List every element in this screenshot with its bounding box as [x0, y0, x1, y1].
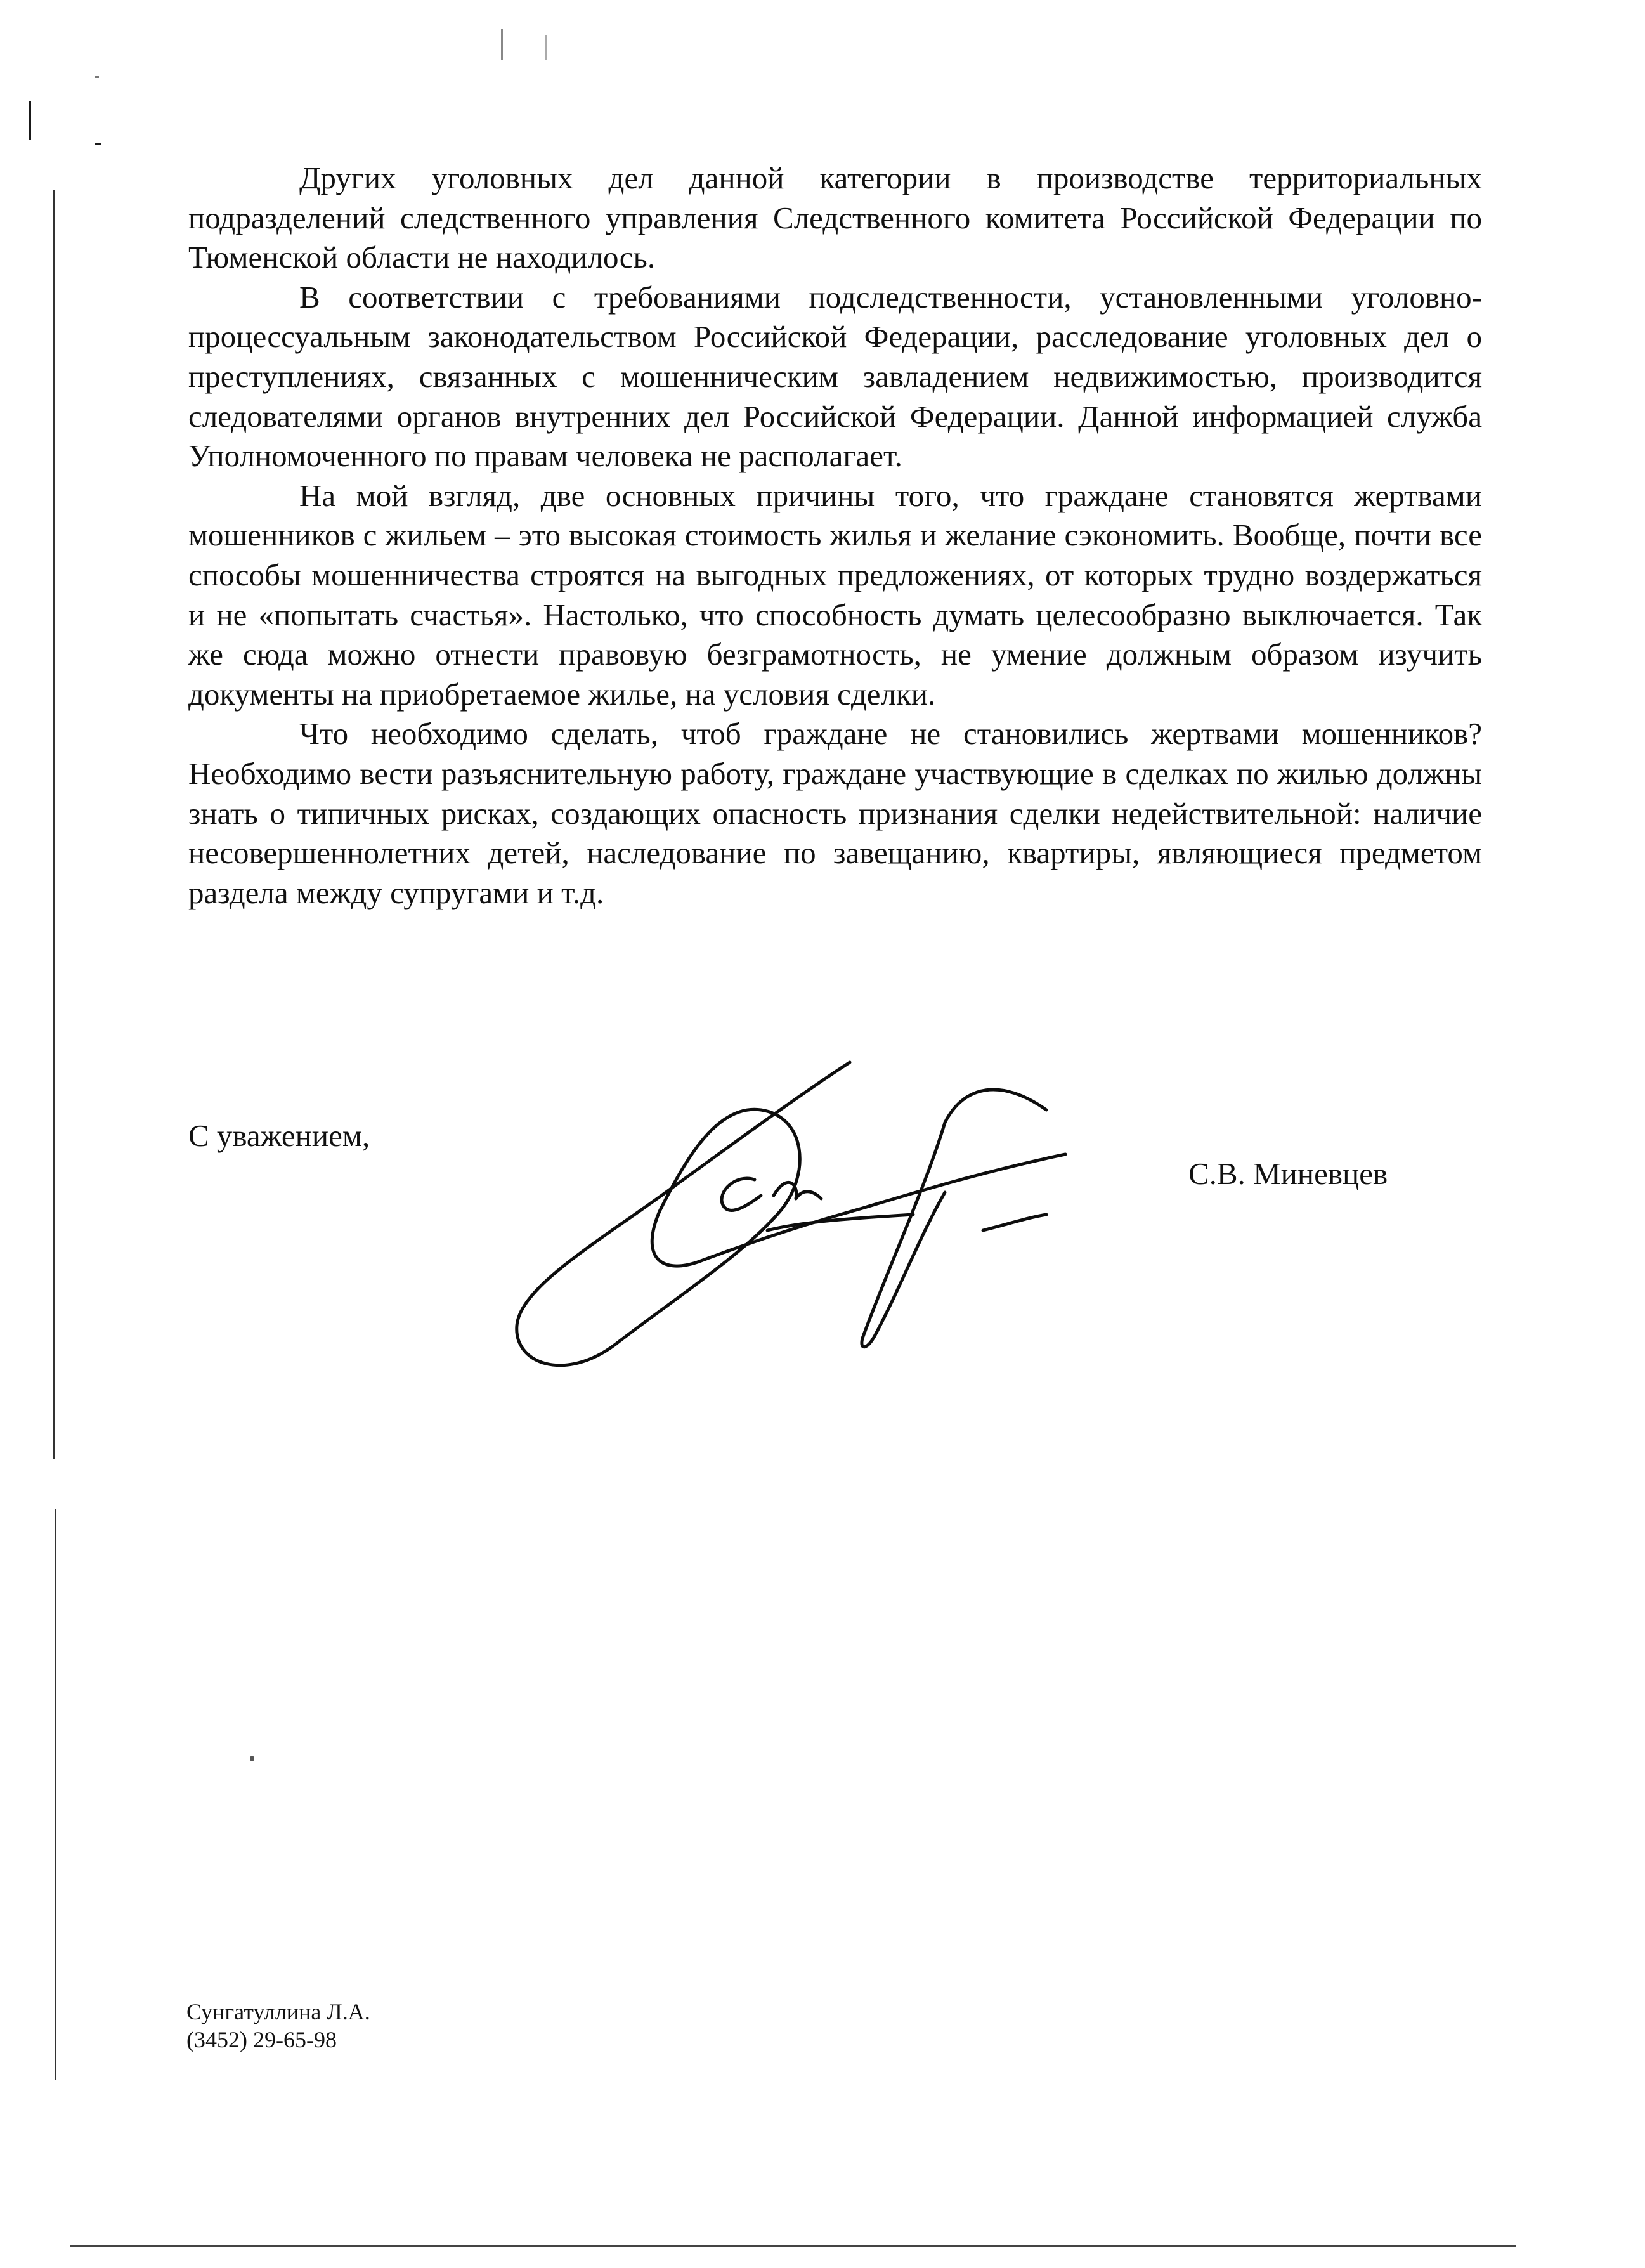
scan-top-mark — [501, 29, 503, 60]
executor-name: Сунгатуллина Л.А. — [186, 1999, 370, 2024]
paragraph: Что необходимо сделать, чтоб граждане не становились жертвами мошенников? Необходимо вести разъяснительную работу, граждане участвующие в сделках по жилью должны знать о типичных рисках, создающих опасность признания сделки недействительной: наличие несовершеннолетних детей, наследование по завещанию, квартиры, являющиеся предметом раздела между супругами и т.д. — [188, 716, 1482, 910]
scan-top-mark — [545, 35, 547, 60]
scan-speck — [250, 1756, 254, 1761]
handwritten-signature — [507, 1046, 1078, 1376]
closing-phrase: С уважением, — [188, 1118, 370, 1153]
scan-edge-line — [55, 1509, 56, 2080]
scan-edge-mark — [95, 76, 99, 78]
scan-edge-line — [53, 190, 55, 1459]
paragraph: На мой взгляд, две основных причины того, что граждане становятся жертвами мошенников с жильем – это высокая стоимость жилья и желание сэкономить. Вообще, почти все способы мошенничества строятся на выгодных предложениях, от которых трудно воздержаться и не «попытать счастья». Настолько, что способность думать целесообразно выключается. Так же сюда можно отнести правовую безграмотность, не умение должным образом изучить документы на приобретаемое жилье, на условия сделки. — [188, 478, 1482, 712]
scan-edge-mark — [29, 101, 31, 140]
paragraph: В соответствии с требованиями подследственности, установленными уголовно-процессуальным законодательством Российской Федерации, расследование уголовных дел о преступлениях, связанных с мошенническим завладением недвижимостью, производится следователями органов внутренних дел Российской Федерации. Данной информацией служба Уполномоченного по правам человека не располагает. — [188, 279, 1482, 474]
signer-name: С.В. Миневцев — [1188, 1156, 1388, 1191]
executor-block — [186, 1998, 370, 2054]
scan-edge-mark — [95, 143, 101, 145]
paragraph: Других уголовных дел данной категории в производстве территориальных подразделений следственного управления Следственного комитета Российской Федерации по Тюменской области не находилось. — [188, 160, 1482, 275]
scan-bottom-line — [70, 2245, 1516, 2247]
executor-phone: (3452) 29-65-98 — [186, 2027, 337, 2052]
letter-body — [188, 159, 1482, 913]
